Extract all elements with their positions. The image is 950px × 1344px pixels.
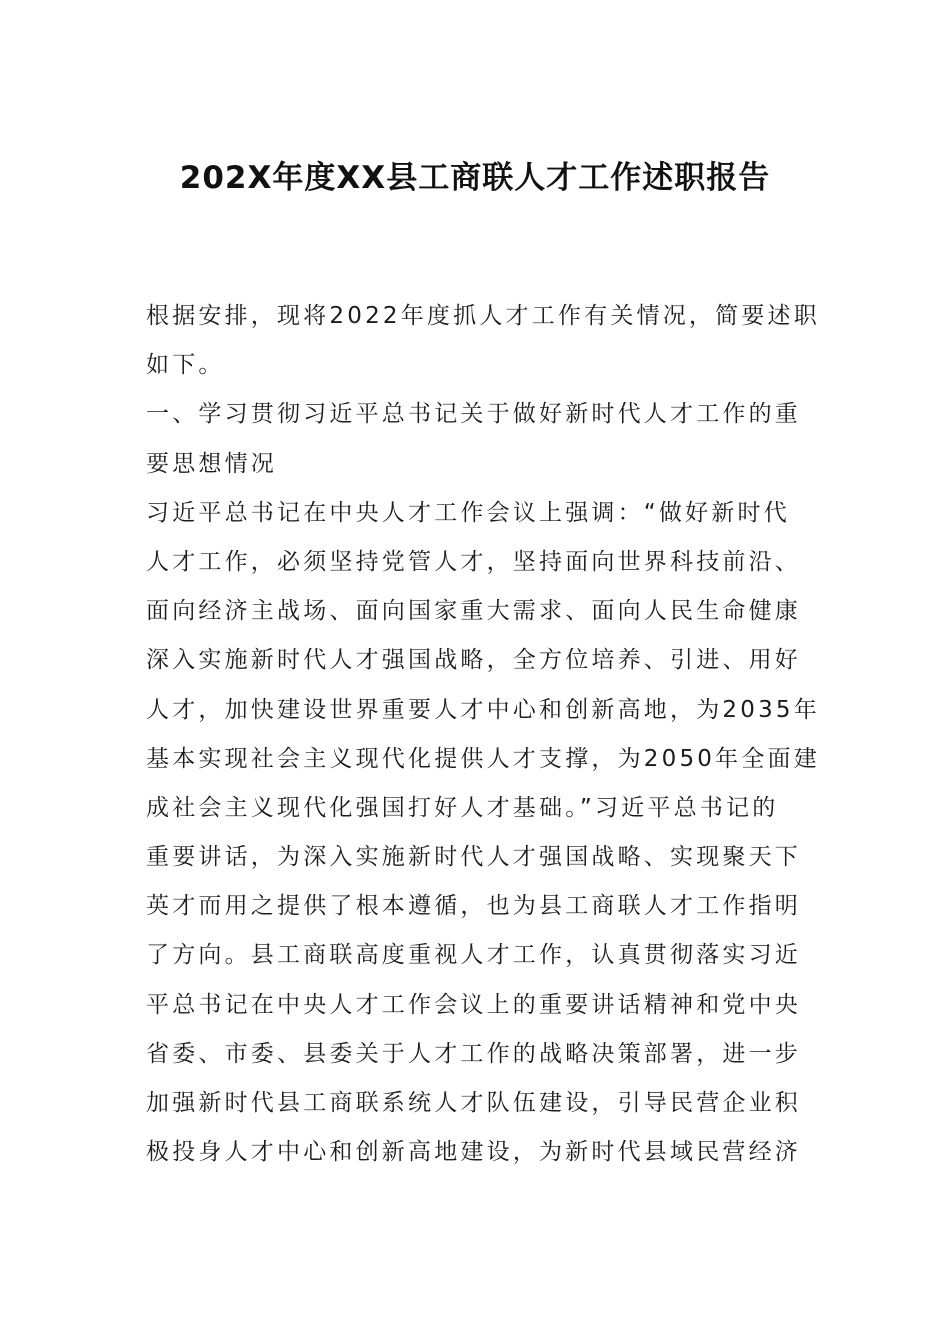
body-line: 极投身人才中心和创新高地建设，为新时代县域民营经济	[146, 1139, 801, 1166]
body-line: 根据安排，现将2022年度抓人才工作有关情况，简要述职	[146, 303, 820, 329]
document-title: 202X年度XX县工商联人才工作述职报告	[179, 160, 771, 196]
body-line: 如下。	[146, 352, 225, 379]
body-line: 成社会主义现代化强国打好人才基础。”习近平总书记的	[146, 794, 779, 821]
body-line: 基本实现社会主义现代化提供人才支撑，为2050年全面建	[146, 745, 820, 772]
body-line: 习近平总书记在中央人才工作会议上强调：“做好新时代	[146, 499, 790, 526]
body-line: 人才，加快建设世界重要人才中心和创新高地，为2035年	[146, 696, 820, 723]
document-body	[146, 292, 826, 1177]
section-heading-line: 要思想情况	[146, 450, 277, 477]
body-line: 重要讲话，为深入实施新时代人才强国战略、实现聚天下	[146, 844, 801, 871]
body-line: 面向经济主战场、面向国家重大需求、面向人民生命健康	[146, 598, 801, 625]
body-line: 深入实施新时代人才强国战略，全方位培养、引进、用好	[146, 647, 801, 674]
body-line: 平总书记在中央人才工作会议上的重要讲话精神和党中央	[146, 991, 801, 1018]
body-line: 人才工作，必须坚持党管人才，坚持面向世界科技前沿、	[146, 548, 801, 575]
body-line: 英才而用之提供了根本遵循，也为县工商联人才工作指明	[146, 893, 801, 920]
body-line: 了方向。县工商联高度重视人才工作，认真贯彻落实习近	[146, 942, 801, 969]
body-line: 加强新时代县工商联系统人才队伍建设，引导民营企业积	[146, 1090, 801, 1116]
body-line: 省委、市委、县委关于人才工作的战略决策部署，进一步	[146, 1040, 801, 1067]
section-heading-line: 一、学习贯彻习近平总书记关于做好新时代人才工作的重	[146, 401, 801, 428]
